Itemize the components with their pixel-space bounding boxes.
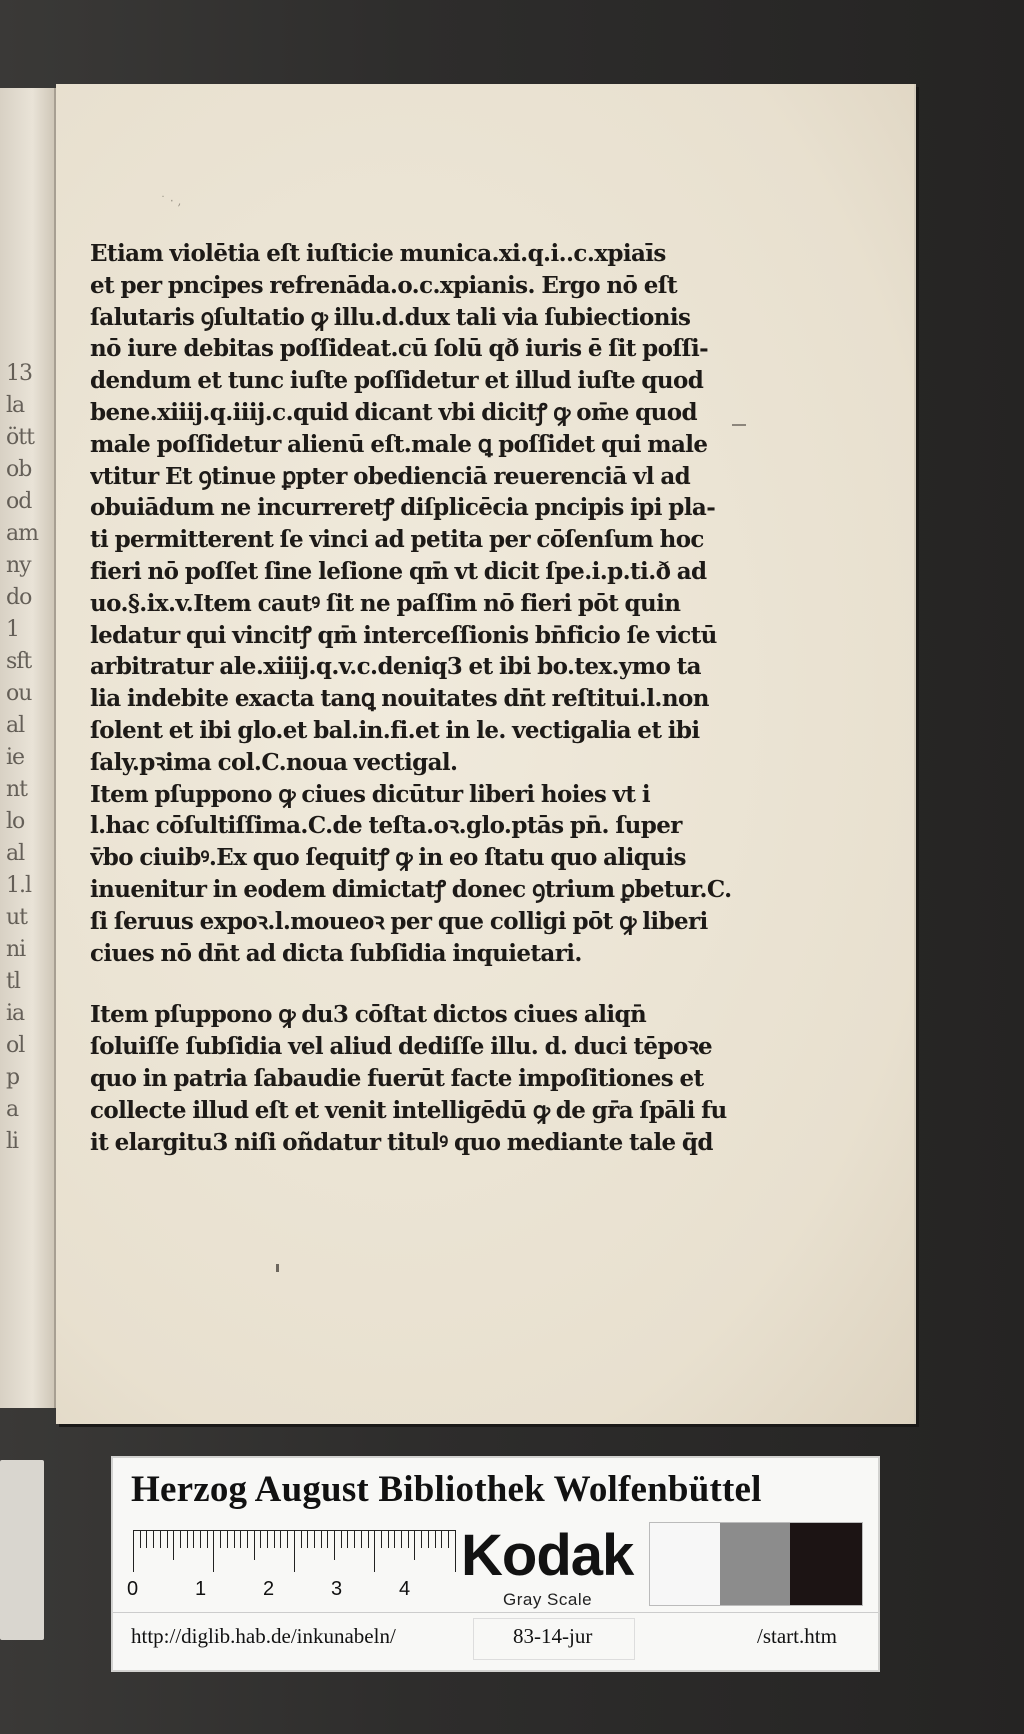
text-line: Etiam violētia eſt iuſticie munica.xi.q.i..c.xpiaīs	[90, 240, 666, 267]
text-line: uo.§.ix.v.Item cautꝰ ſit ne paſſim nō fieri pōt quin	[90, 589, 681, 617]
ruler-number: 1	[195, 1578, 207, 1600]
ruler-number: 3	[331, 1578, 343, 1600]
facing-page-fragment: ob	[6, 457, 32, 482]
text-line: ledatur qui vincitꝭ qm̄ interceſſionis bn̄ficio ſe victū	[90, 621, 717, 649]
color-reference-card	[111, 1456, 880, 1672]
facing-page-fragment: od	[6, 489, 32, 514]
facing-page-fragment: a	[6, 1097, 19, 1122]
text-line: inuenitur in eodem dimictatꝭ donec ꝯtrium ꝑbetur.C.	[90, 875, 732, 903]
facing-page-fragment: lo	[6, 809, 25, 834]
facing-page-fragment: ny	[6, 553, 31, 578]
ruler-tick	[421, 1530, 422, 1548]
ruler-tick	[220, 1530, 221, 1548]
brand-logo: Kodak	[461, 1523, 634, 1588]
text-line: ſolent et ibi glo.et bal.in.fi.et in le. vectigalia et ibi	[90, 716, 700, 744]
text-line: obuiādum ne incurreretꝭ diſplicēcia pncipis ipi pla-	[90, 494, 716, 522]
facing-page-text-fragments	[6, 358, 50, 1258]
ruler-tick	[207, 1530, 208, 1548]
facing-page-fragment: 1.l	[6, 873, 32, 898]
ruler-number: 0	[127, 1578, 139, 1600]
ruler-tick	[321, 1530, 322, 1548]
ruler-tick	[455, 1530, 456, 1572]
text-line: ſoluiſſe ſubſidia vel aliud dediſſe illu. d. duci tēpoꝛe	[90, 1033, 713, 1061]
text-line: v̄bo ciuibꝰ.Ex quo ſequitꝭ ꝙ in eo ſtatu quo aliquis	[90, 844, 686, 872]
facing-page-fragment: do	[6, 585, 32, 610]
text-line: collecte illud eſt et venit intelligēdū ꝙ de gr̄a ſpāli fu	[90, 1096, 727, 1124]
text-line: it elargitu3 niſi oñdatur titulꝰ quo mediante tale q̄d	[90, 1128, 713, 1156]
facing-page-fragment: al	[6, 841, 25, 866]
facing-page-fragment: ött	[6, 425, 34, 450]
ruler-tick	[200, 1530, 201, 1548]
ruler-tick	[354, 1530, 355, 1548]
text-line: et per pncipes refrenāda.o.c.xpianis. Ergo nō eſt	[90, 271, 678, 299]
ruler-tick	[327, 1530, 328, 1548]
text-line: bene.xiiij.q.iiij.c.quid dicant vbi dicitꝭ ꝙ om̄e quod	[90, 398, 697, 426]
ruler-tick	[347, 1530, 348, 1548]
ruler-tick	[401, 1530, 402, 1548]
book-page	[56, 84, 916, 1424]
text-line: male poſſidetur alienū eſt.male ꝗ poſſidet qui male	[90, 430, 708, 458]
facing-page-fragment: 1	[6, 617, 19, 642]
ruler-tick	[254, 1530, 255, 1560]
text-line: lia indebite exacta tanꝗ nouitates dn̄t reſtitui.l.non	[90, 685, 709, 713]
facing-page-fragment: am	[6, 521, 38, 546]
ruler-tick	[294, 1530, 295, 1572]
facing-page-fragment: ol	[6, 1033, 25, 1058]
ruler-tick	[301, 1530, 302, 1548]
paragraph-1	[90, 238, 740, 779]
ruler-tick	[280, 1530, 281, 1548]
ruler-tick	[180, 1530, 181, 1548]
ruler-tick	[435, 1530, 436, 1548]
ruler-tick	[368, 1530, 369, 1548]
ruler-tick	[227, 1530, 228, 1548]
gray-scale-swatches	[649, 1522, 863, 1606]
text-line: fieri nō poſſet ſine leſione qm̄ vt dicit ſpe.i.p.ti.ð ad	[90, 557, 707, 585]
ruler-tick	[274, 1530, 275, 1548]
ruler-tick	[153, 1530, 154, 1548]
ruler-tick	[240, 1530, 241, 1548]
ruler-tick	[307, 1530, 308, 1548]
text-line: quo in patria ſabaudie fuerūt facte impoſitiones et	[90, 1064, 704, 1092]
ruler-tick	[287, 1530, 288, 1548]
facing-page-fragment: 13	[6, 361, 32, 386]
text-line: arbitratur ale.xiiij.q.v.c.deniq3 et ibi bo.tex.ymo ta	[90, 653, 701, 681]
facing-page-fragment: p	[6, 1065, 20, 1090]
ruler-tick	[388, 1530, 389, 1548]
url-suffix: /start.htm	[757, 1624, 837, 1648]
ruler-tick	[334, 1530, 335, 1560]
text-line: Item pſuppono ꝙ du3 cōſtat dictos ciues aliqn̄	[90, 1001, 647, 1029]
facing-page-fragment: ou	[6, 681, 32, 706]
ruler-number-row	[127, 1578, 487, 1604]
text-line: vtitur Et ꝯtinue ꝑpter obedienciā reuerenciā vl ad	[90, 462, 691, 490]
facing-page-fragment: tl	[6, 969, 20, 994]
scale-label: Gray Scale	[503, 1590, 593, 1609]
text-line: ſi ſeruus expoꝛ.l.moueoꝛ per que colligi pōt ꝙ liberi	[90, 907, 708, 935]
ruler-tick	[187, 1530, 188, 1548]
ruler-tick	[160, 1530, 161, 1548]
ruler-tick	[213, 1530, 214, 1572]
ruler-tick	[234, 1530, 235, 1548]
swatch-dark	[790, 1523, 862, 1605]
text-line: ſalutaris ꝯſultatio ꝙ illu.d.dux tali via ſubiectionis	[90, 303, 691, 331]
page-speck	[276, 1264, 279, 1272]
text-line: ſaly.pꝛima col.C.noua vectigal.	[90, 748, 458, 776]
page-text-block	[90, 238, 740, 1158]
facing-page-fragment: al	[6, 713, 25, 738]
ruler-tick	[381, 1530, 382, 1548]
page-smudge: ˙ ‧ ,	[160, 194, 182, 208]
institution-name: Herzog August Bibliothek Wolfenbüttel	[131, 1469, 762, 1510]
margin-mark	[732, 424, 746, 426]
ruler-number: 4	[399, 1578, 411, 1600]
shelfmark: 83-14-jur	[513, 1624, 593, 1648]
facing-page-fragment: ni	[6, 937, 26, 962]
measurement-ruler	[133, 1530, 455, 1576]
ruler-tick	[140, 1530, 141, 1548]
ruler-tick	[146, 1530, 147, 1548]
facing-page-fragment: nt	[6, 777, 28, 802]
swatch-mid	[720, 1523, 790, 1605]
ruler-tick	[267, 1530, 268, 1548]
ruler-tick	[133, 1530, 134, 1572]
paragraph-3	[90, 999, 740, 1158]
facing-page-fragment: sft	[6, 649, 32, 674]
card-divider	[113, 1612, 878, 1613]
ruler-tick	[394, 1530, 395, 1548]
ruler-number: 2	[263, 1578, 275, 1600]
facing-page-edge	[0, 88, 56, 1408]
ruler-tick	[247, 1530, 248, 1548]
facing-page-fragment: ut	[6, 905, 28, 930]
ruler-tick	[167, 1530, 168, 1548]
ruler-tick	[173, 1530, 174, 1560]
paragraph-2	[90, 779, 740, 970]
facing-page-fragment: ia	[6, 1001, 25, 1026]
swatch-light	[650, 1523, 720, 1605]
facing-page-fragment: ie	[6, 745, 25, 770]
text-line: ti permitterent ſe vinci ad petita per cōſenſum hoc	[90, 526, 704, 554]
ruler-tick	[260, 1530, 261, 1548]
facing-page-fragment: li	[6, 1129, 19, 1154]
text-line: nō iure debitas poſſideat.cū ſolū qð iuris ē ſit poſſi-	[90, 335, 709, 363]
ruler-tick	[414, 1530, 415, 1560]
ruler-tick	[428, 1530, 429, 1548]
text-line: Item pſuppono ꝙ ciues dicūtur liberi hoies vt i	[90, 780, 650, 808]
text-line: ciues nō dn̄t ad dicta ſubſidia inquietari.	[90, 939, 582, 967]
ruler-tick	[314, 1530, 315, 1548]
ruler-tick	[341, 1530, 342, 1548]
ruler-tick	[361, 1530, 362, 1548]
ruler-tick	[448, 1530, 449, 1548]
ruler-tick	[441, 1530, 442, 1548]
text-line: dendum et tunc iuſte poſſidetur et illud iuſte quod	[90, 367, 704, 395]
digital-library-url: http://diglib.hab.de/inkunabeln/	[131, 1624, 396, 1648]
ruler-tick	[408, 1530, 409, 1548]
ruler-tick	[193, 1530, 194, 1548]
ruler-tick	[374, 1530, 375, 1572]
text-line: l.hac cōſultiſſima.C.de teſta.oꝛ.glo.ptās pn̄. ſuper	[90, 812, 682, 840]
facing-page-label-tab	[0, 1460, 44, 1640]
facing-page-fragment: la	[6, 393, 25, 418]
paragraph-gap	[90, 969, 740, 999]
